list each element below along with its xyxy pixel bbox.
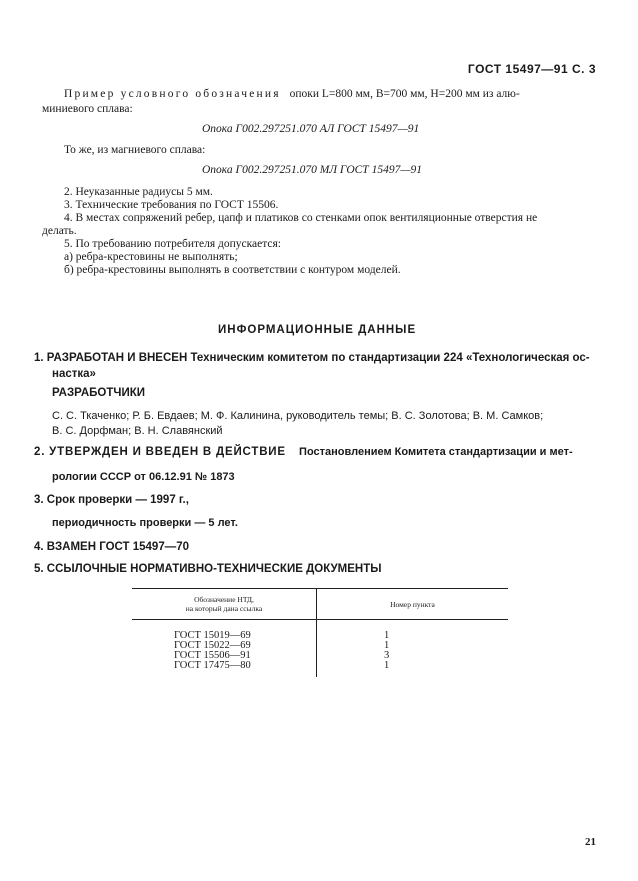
- note-5: 5. По требованию потребителя допускается:: [64, 238, 282, 250]
- example-dimensions: опоки L=800 мм, B=700 мм, H=200 мм из алю-: [289, 88, 520, 100]
- info-s1-line2: настка»: [52, 368, 96, 380]
- info-title: ИНФОРМАЦИОННЫЕ ДАННЫЕ: [218, 324, 417, 336]
- designation-magnesium: Опока Г002.297251.070 МЛ ГОСТ 15497—91: [202, 164, 423, 176]
- info-s3-line2: периодичность проверки — 5 лет.: [52, 517, 238, 529]
- table-col1-header: [132, 595, 316, 613]
- page-header: ГОСТ 15497—91 С. 3: [467, 62, 596, 76]
- page-number: 21: [585, 836, 596, 848]
- example-line-3: То же, из магниевого сплава:: [64, 144, 206, 156]
- developers-line1: С. С. Ткаченко; Р. Б. Евдаев; М. Ф. Калинина, руководитель темы; В. С. Золотова; В. М. Самков;: [52, 410, 544, 422]
- table-row: ГОСТ 15019—69: [174, 630, 251, 641]
- table-item: 1: [384, 630, 390, 641]
- note-2: 2. Неуказанные радиусы 5 мм.: [64, 186, 213, 198]
- example-line-2: миниевого сплава:: [42, 103, 133, 115]
- info-s2-line2: рологии СССР от 06.12.91 № 1873: [52, 471, 235, 483]
- note-4-cont: делать.: [42, 225, 77, 237]
- table-col1-header-line1: Обозначение НТД,: [194, 595, 254, 604]
- table-item: 1: [384, 660, 390, 671]
- table-row: ГОСТ 17475—80: [174, 660, 251, 671]
- table-row: ГОСТ 15022—69: [174, 640, 251, 651]
- note-5a: а) ребра-крестовины не выполнять;: [64, 251, 238, 263]
- info-s2-line1: [34, 446, 573, 458]
- example-line-1: [64, 88, 520, 101]
- info-s1-line1: 1. РАЗРАБОТАН И ВНЕСЕН Техническим комитетом по стандартизации 224 «Технологическая ос-: [34, 352, 590, 364]
- note-5b: б) ребра-крестовины выполнять в соответствии с контуром моделей.: [64, 264, 401, 276]
- info-s2-heading: 2. УТВЕРЖДЕН И ВВЕДЕН В ДЕЙСТВИЕ: [34, 446, 286, 458]
- table-header-rule: [132, 619, 508, 620]
- info-s2-text: Постановлением Комитета стандартизации и мет-: [299, 446, 573, 458]
- table-item: 1: [384, 640, 390, 651]
- info-s5: 5. ССЫЛОЧНЫЕ НОРМАТИВНО-ТЕХНИЧЕСКИЕ ДОКУМЕНТЫ: [34, 563, 382, 575]
- table-item: 3: [384, 650, 390, 661]
- reference-table: [132, 588, 508, 677]
- developers-title: РАЗРАБОТЧИКИ: [52, 387, 145, 399]
- table-row: ГОСТ 15506—91: [174, 650, 251, 661]
- info-s3-line1: 3. Срок проверки — 1997 г.,: [34, 494, 189, 506]
- developers-line2: В. С. Дорфман; В. Н. Славянский: [52, 425, 223, 437]
- note-4: 4. В местах сопряжений ребер, цапф и платиков со стенками опок вентиляционные отверстия не: [64, 212, 538, 224]
- example-lead: Пример условного обозначения: [64, 88, 281, 100]
- info-s4: 4. ВЗАМЕН ГОСТ 15497—70: [34, 541, 190, 553]
- designation-aluminium: Опока Г002.297251.070 АЛ ГОСТ 15497—91: [202, 123, 420, 135]
- note-3: 3. Технические требования по ГОСТ 15506.: [64, 199, 279, 211]
- table-col1-header-line2: на который дана ссылка: [185, 604, 263, 613]
- table-col2-header: Номер пункта: [390, 600, 435, 609]
